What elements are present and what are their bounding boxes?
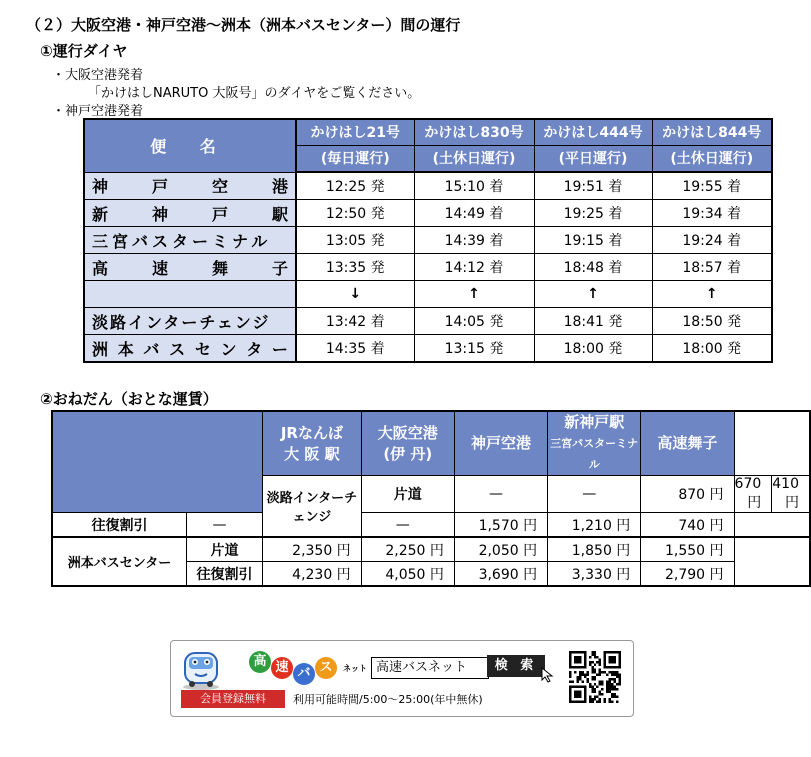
osaka-airport-note-bullet: ・大阪空港発着 xyxy=(52,68,144,83)
bus-name: かけはし21号 xyxy=(296,119,414,146)
bus-mascot-icon xyxy=(179,647,223,691)
osaka-airport-note: 「かけはしNARUTO 大阪号」のダイヤをご覧ください。 xyxy=(88,86,421,101)
fare-value: 2,050 円 xyxy=(454,537,547,562)
fare-value: — xyxy=(548,476,641,513)
fare-subtitle: ②おねだん（おとな運賃） xyxy=(40,390,218,408)
logo-char: ス xyxy=(315,657,337,679)
arrow-row-label xyxy=(84,281,296,308)
fare-value: 2,350 円 xyxy=(263,537,362,562)
fare-value: 410 円 xyxy=(772,476,810,513)
logo-net-text: ネット xyxy=(343,664,367,673)
fare-value: 4,230 円 xyxy=(263,562,362,587)
time-cell: 14:49 着 xyxy=(414,200,534,227)
bus-name: かけはし844号 xyxy=(652,119,772,146)
stop-name: 高 速 舞 子 xyxy=(84,254,296,281)
time-cell: 13:05 発 xyxy=(296,227,414,254)
time-cell: 19:55 着 xyxy=(652,172,772,200)
fare-value: 2,250 円 xyxy=(361,537,454,562)
highway-bus-net-banner[interactable] xyxy=(170,640,634,717)
logo-char: バ xyxy=(293,663,315,685)
fare-origin-header: 大阪空港 (伊 丹) xyxy=(361,411,454,476)
time-cell: 14:12 着 xyxy=(414,254,534,281)
fare-origin-header: 高速舞子 xyxy=(641,411,734,476)
time-cell: 14:35 着 xyxy=(296,335,414,363)
fare-value: 1,210 円 xyxy=(548,513,641,538)
bus-name: かけはし444号 xyxy=(534,119,652,146)
fare-value: — xyxy=(361,513,454,538)
stop-name: 神 戸 空 港 xyxy=(84,172,296,200)
logo-char: 速 xyxy=(271,657,293,679)
fare-destination: 洲本バスセンター xyxy=(52,537,186,586)
qr-code-icon[interactable] xyxy=(569,651,621,703)
stop-name: 三宮バスターミナル xyxy=(84,227,296,254)
time-cell: 19:25 着 xyxy=(534,200,652,227)
time-cell: 18:50 発 xyxy=(652,308,772,335)
fare-destination: 淡路インターチェンジ xyxy=(263,476,362,538)
fare-type: 片道 xyxy=(361,476,454,513)
fare-value: 3,690 円 xyxy=(454,562,547,587)
time-cell: 13:42 着 xyxy=(296,308,414,335)
fare-header-blank xyxy=(52,411,263,513)
bus-days: (毎日運行) xyxy=(296,146,414,173)
search-button[interactable]: 検 索 xyxy=(487,655,545,677)
stop-name: 新 神 戸 駅 xyxy=(84,200,296,227)
time-cell: 19:24 着 xyxy=(652,227,772,254)
timetable-subtitle: ①運行ダイヤ xyxy=(40,42,128,60)
section-title: （２）大阪空港・神戸空港〜洲本（洲本バスセンター）間の運行 xyxy=(26,16,461,34)
fare-type: 往復割引 xyxy=(52,513,186,538)
time-cell: 19:51 着 xyxy=(534,172,652,200)
fare-value: 4,050 円 xyxy=(361,562,454,587)
timetable xyxy=(83,118,773,363)
fare-origin-header: JRなんば 大 阪 駅 xyxy=(263,411,362,476)
fare-origin-header: 新神戸駅 三宮バスターミナル xyxy=(548,411,641,476)
bus-days: (土休日運行) xyxy=(652,146,772,173)
fare-value: 2,790 円 xyxy=(641,562,734,587)
time-cell: 18:48 着 xyxy=(534,254,652,281)
fare-value: — xyxy=(454,476,547,513)
cursor-arrow-icon xyxy=(541,667,555,683)
fare-value: 1,550 円 xyxy=(641,537,734,562)
fare-value: 3,330 円 xyxy=(548,562,641,587)
time-cell: 12:50 発 xyxy=(296,200,414,227)
time-cell: 19:15 着 xyxy=(534,227,652,254)
direction-arrow: ↑ xyxy=(652,281,772,308)
stop-name: 洲 本 バ ス セ ン タ ー xyxy=(84,335,296,363)
time-cell: 14:39 着 xyxy=(414,227,534,254)
member-registration-badge[interactable]: 会員登録無料 xyxy=(181,690,285,708)
time-cell: 19:34 着 xyxy=(652,200,772,227)
time-cell: 18:00 発 xyxy=(534,335,652,363)
time-cell: 18:41 発 xyxy=(534,308,652,335)
fare-value: 1,570 円 xyxy=(454,513,547,538)
time-cell: 12:25 発 xyxy=(296,172,414,200)
time-cell: 13:35 発 xyxy=(296,254,414,281)
logo-char: 高 xyxy=(249,651,271,673)
search-input[interactable]: 高速バスネット xyxy=(371,657,489,679)
bus-name: かけはし830号 xyxy=(414,119,534,146)
direction-arrow: ↑ xyxy=(414,281,534,308)
time-cell: 13:15 発 xyxy=(414,335,534,363)
fare-value: 670 円 xyxy=(734,476,772,513)
time-cell: 18:00 発 xyxy=(652,335,772,363)
fare-origin-header: 神戸空港 xyxy=(454,411,547,476)
direction-arrow: ↓ xyxy=(296,281,414,308)
fare-type: 往復割引 xyxy=(186,562,262,587)
fare-value: 1,850 円 xyxy=(548,537,641,562)
bus-days: (平日運行) xyxy=(534,146,652,173)
fare-type: 片道 xyxy=(186,537,262,562)
kobe-airport-note-bullet: ・神戸空港発着 xyxy=(52,104,144,119)
time-cell: 18:57 着 xyxy=(652,254,772,281)
bus-name-header: 便 名 xyxy=(84,119,296,172)
stop-name: 淡路インターチェンジ xyxy=(84,308,296,335)
fare-value: 740 円 xyxy=(641,513,734,538)
fare-value: 870 円 xyxy=(641,476,734,513)
bus-days: (土休日運行) xyxy=(414,146,534,173)
service-hours: 利用可能時間/5:00〜25:00(年中無休) xyxy=(293,693,483,706)
time-cell: 14:05 発 xyxy=(414,308,534,335)
fare-value: — xyxy=(186,513,262,538)
time-cell: 15:10 着 xyxy=(414,172,534,200)
fare-table xyxy=(51,410,811,587)
direction-arrow: ↑ xyxy=(534,281,652,308)
